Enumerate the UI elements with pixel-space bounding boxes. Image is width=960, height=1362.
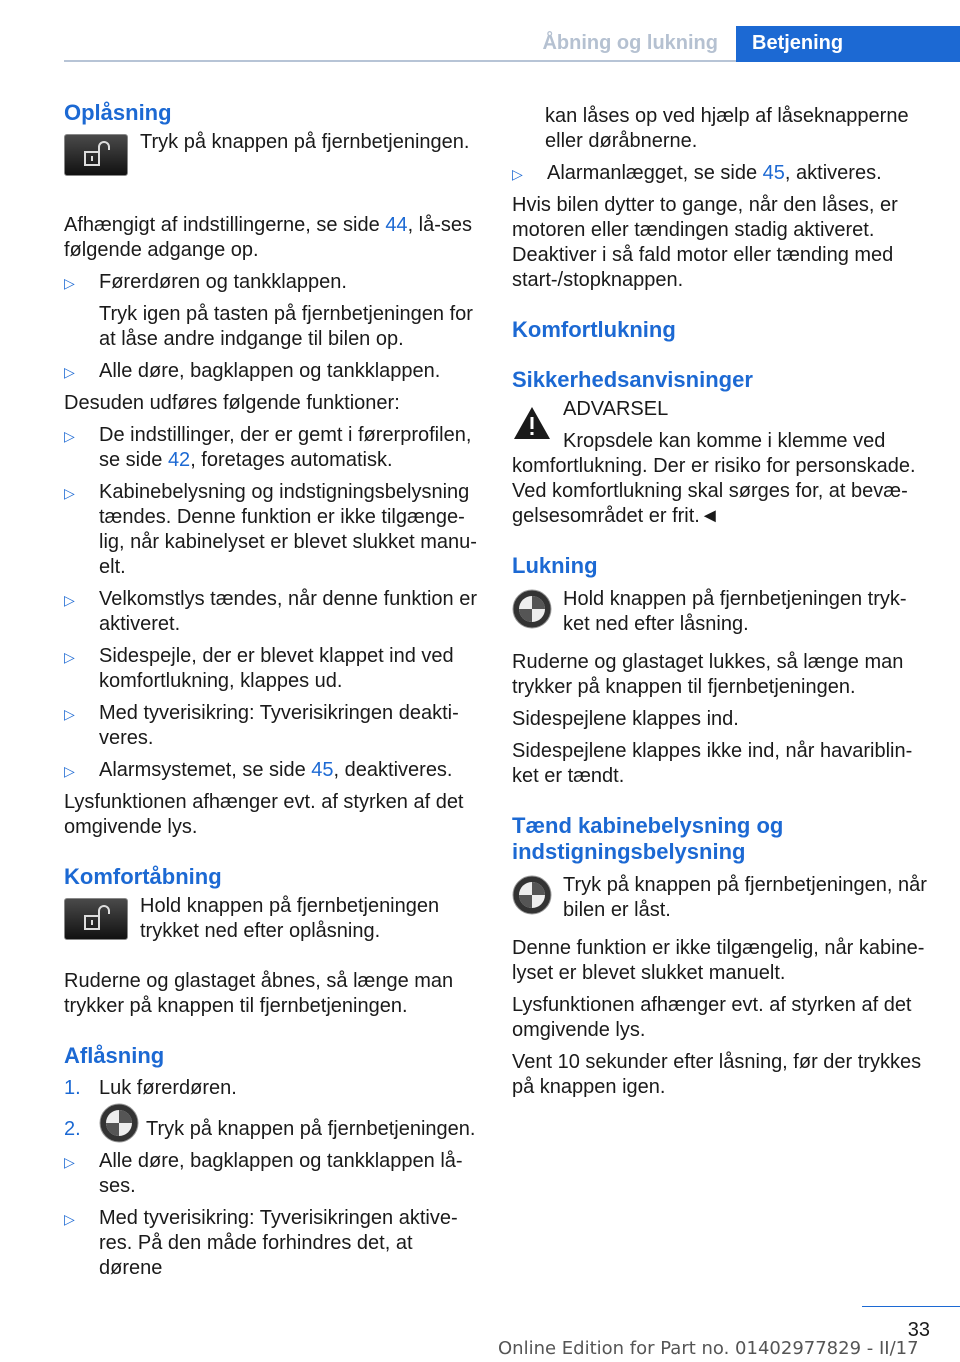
step-item: 1. Luk førerdøren. [64, 1077, 237, 1099]
page-number: 33 [907, 1319, 930, 1341]
list-item: ▷ Med tyverisikring: Tyverisikringen aktive‐res. På den måde forhindres det, at dørene [64, 1207, 458, 1279]
paragraph: Lysfunktionen afhænger evt. af styrken af det omgivende lys. [64, 791, 464, 838]
lock-icon-text: Hold knappen på fjernbetjeningen tryk‐ket ned efter låsning. [563, 588, 907, 635]
page-link[interactable]: 45 [762, 162, 785, 184]
paragraph: Hvis bilen dytter to gange, når den låses, er motoren eller tændingen stadig aktiveret. Deaktiver i så fald motor eller tænding med start-/stopknappen. [512, 194, 898, 291]
header-section-tab[interactable]: Åbning og lukning [542, 32, 718, 54]
paragraph: Sidespejlene klappes ikke ind, når havariblin‐ket er tændt. [512, 740, 913, 787]
paragraph: Denne funktion er ikke tilgængelig, når kabine‐lyset er blevet slukket manuelt. [512, 937, 925, 984]
paragraph: Afhængigt af indstillingerne, se side 44, lå‐ses følgende adgange op. [64, 214, 473, 261]
heading-oplasning: Oplåsning [64, 100, 172, 125]
footer-rule [862, 1306, 960, 1307]
comfort-open-instruction [64, 894, 480, 962]
page-link[interactable]: 44 [385, 214, 408, 236]
interior-light-icon-text: Tryk på knappen på fjernbetjeningen, når bilen er låst. [563, 874, 927, 921]
unlock-instruction [64, 130, 480, 206]
bullet-triangle-icon: ▷ [64, 275, 75, 291]
comfort-open-icon-text: Hold knappen på fjernbetjeningen trykket ned efter oplåsning. [140, 895, 440, 942]
list-item: ▷ Velkomstlys tændes, når denne funktion er aktiveret. [64, 588, 477, 635]
page-link[interactable]: 42 [167, 449, 191, 471]
heading-komfortlukning: Komfortlukning [512, 317, 676, 342]
paragraph: Lysfunktionen afhænger evt. af styrken af det omgivende lys. [512, 994, 912, 1041]
paragraph: Sidespejlene klappes ind. [512, 708, 739, 730]
heading-sikkerhed: Sikkerhedsanvisninger [512, 367, 753, 392]
list-item: ▷ Alle døre, bagklappen og tankklappen lå‐ses. [64, 1150, 463, 1197]
right-column [512, 100, 932, 1100]
unlock-button-icon [64, 898, 128, 940]
list-item: ▷ Med tyverisikring: Tyverisikringen deakti‐veres. [64, 702, 459, 749]
list-item-continuation: kan låses op ved hjælp af låseknapperne eller døråbnerne. [545, 105, 909, 152]
bullet-triangle-icon: ▷ [64, 1211, 75, 1227]
bmw-key-icon [512, 589, 552, 629]
bullet-triangle-icon: ▷ [64, 649, 75, 665]
list-item: ▷ Sidespejle, der er blevet klappet ind ved komfortlukning, klappes ud. [64, 645, 454, 692]
list-item: ▷ Kabinebelysning og indstigningsbelysning tændes. Denne funktion er ikke tilgænge‐lig, når kabinelyset er blevet slukket manu‐elt. [64, 481, 477, 578]
paragraph: Ruderne og glastaget lukkes, så længe man trykker på knappen til fjernbetjeningen. [512, 651, 904, 698]
list-item-note: Tryk igen på tasten på fjernbetjeningen for at låse andre indgange til bilen op. [99, 303, 473, 350]
list-item: ▷ Alarmsystemet, se side 45, deaktiveres. [64, 758, 480, 783]
bmw-key-icon [512, 875, 552, 915]
header-chapter-tab[interactable]: Betjening [736, 26, 960, 62]
bullet-triangle-icon: ▷ [64, 364, 75, 380]
list-item: ▷ Alarmanlægget, se side 45, aktiveres. [512, 161, 932, 186]
heading-aflasning: Aflåsning [64, 1043, 165, 1068]
heading-komfortabning: Komfortåbning [64, 864, 222, 889]
step-item: 2. Tryk på knappen på fjernbetjeningen. [64, 1117, 480, 1142]
bullet-triangle-icon: ▷ [64, 592, 75, 608]
unlock-button-icon [64, 134, 128, 176]
warning-text: Kropsdele kan komme i klemme ved komfortlukning. Der er risiko for personskade. Ved komfortlukning skal sørges for, at bevæ‐gelsesområdet er frit.◄ [512, 430, 916, 527]
warning-triangle-icon [512, 405, 552, 441]
bullet-triangle-icon: ▷ [64, 485, 75, 501]
edition-note: Online Edition for Part no. 01402977829 - II/17 [498, 1338, 919, 1359]
paragraph: Ruderne og glastaget åbnes, så længe man trykker på knappen til fjernbetjeningen. [64, 970, 454, 1017]
step-number: 2. [64, 1118, 81, 1140]
bullet-triangle-icon: ▷ [64, 1154, 75, 1170]
bmw-key-icon [99, 1103, 139, 1143]
warning-box [512, 397, 932, 529]
interior-light-instruction [512, 869, 932, 929]
unlock-icon-text: Tryk på knappen på fjernbetjeningen. [140, 131, 470, 153]
paragraph: Vent 10 sekunder efter låsning, før der trykkes på knappen igen. [512, 1051, 922, 1098]
list-item: ▷ De indstillinger, der er gemt i førerprofilen, se side 42, foretages automatisk. [64, 424, 472, 471]
page-link[interactable]: 45 [311, 759, 334, 781]
bullet-triangle-icon: ▷ [512, 166, 523, 182]
bullet-triangle-icon: ▷ [64, 763, 75, 779]
step-number: 1. [64, 1077, 81, 1099]
warning-title: ADVARSEL [563, 398, 669, 420]
list-item: ▷ Alle døre, bagklappen og tankklappen. [64, 359, 480, 384]
heading-lukning: Lukning [512, 553, 598, 578]
paragraph: Desuden udføres følgende funktioner: [64, 392, 400, 414]
list-item: ▷ Førerdøren og tankklappen. [64, 270, 480, 295]
lock-instruction [512, 583, 932, 643]
bullet-triangle-icon: ▷ [64, 428, 75, 444]
bullet-triangle-icon: ▷ [64, 706, 75, 722]
heading-taend: Tænd kabinebelysning og indstigningsbelysning [512, 813, 784, 864]
left-column [64, 100, 480, 1281]
